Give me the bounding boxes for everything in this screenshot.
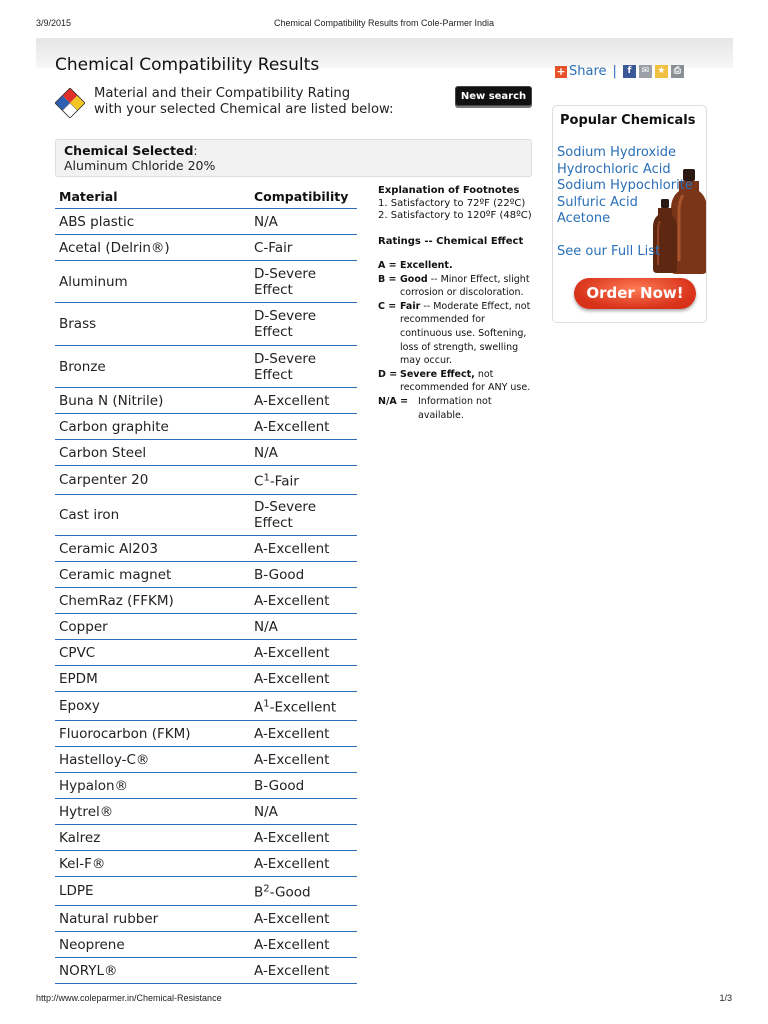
table-row: [55, 747, 357, 773]
print-date: 3/9/2015: [36, 18, 72, 28]
facebook-icon[interactable]: f: [623, 65, 636, 78]
material-cell: Fluorocarbon (FKM): [59, 725, 191, 742]
popular-list: [557, 145, 693, 228]
order-now-button[interactable]: Order Now!: [574, 278, 696, 309]
table-row: [55, 440, 357, 466]
material-cell: Aluminum: [59, 273, 128, 290]
rating-cell: N/A: [254, 618, 278, 635]
table-row: [55, 692, 357, 721]
popular-item[interactable]: Sodium Hydroxide: [557, 145, 676, 160]
print-footer: [36, 993, 732, 1005]
ratings-title: Ratings -- Chemical Effect: [378, 236, 524, 247]
rating-c: C = Fair -- Moderate Effect, not recommended for continuous use. Softening, loss of strength, swelling may occur.: [378, 300, 531, 367]
rating-text: -Good: [269, 884, 311, 901]
table-row: [55, 588, 357, 614]
material-cell: LDPE: [59, 883, 94, 899]
table-row: [55, 851, 357, 877]
intro-line-2: with your selected Chemical are listed below:: [94, 102, 394, 117]
popular-item[interactable]: Acetone: [557, 211, 611, 226]
material-cell: Ceramic magnet: [59, 566, 172, 583]
nfpa-diamond-icon: [55, 88, 85, 118]
table-row: [55, 414, 357, 440]
rating-text: -Excellent: [269, 699, 337, 716]
intro-text: [94, 86, 394, 118]
rating-a: A = Excellent.: [378, 260, 453, 271]
material-cell: Carbon Steel: [59, 444, 147, 461]
rating-cell: A-Excellent: [254, 910, 330, 927]
rating-cell: B-Good: [254, 566, 305, 583]
page-title: Chemical Compatibility Results: [55, 55, 320, 75]
footnote-marker: 1: [263, 472, 270, 484]
rating-text: -Fair: [269, 473, 299, 490]
header-material: Material: [59, 189, 118, 204]
popular-item[interactable]: Hydrochloric Acid: [557, 161, 671, 177]
material-cell: Ceramic Al203: [59, 540, 158, 557]
share-plus-icon[interactable]: +: [556, 64, 566, 78]
table-row: [55, 640, 357, 666]
rating-cell: [254, 471, 354, 490]
table-row: [55, 773, 357, 799]
material-cell: Brass: [59, 316, 97, 332]
material-cell: Carpenter 20: [59, 472, 149, 488]
chemical-selected-label: Chemical Selected: [64, 143, 194, 158]
rating-cell: A-Excellent: [254, 855, 330, 872]
share-link[interactable]: Share: [569, 64, 607, 79]
table-row: [55, 536, 357, 562]
rating-cell: A-Excellent: [254, 962, 330, 979]
rating-cell: D-Severe Effect: [254, 499, 316, 531]
popular-chemicals-panel: [552, 105, 707, 323]
rating-cell: A-Excellent: [254, 725, 330, 742]
rating-na: N/A = Information not available.: [378, 395, 492, 421]
rating-cell: A-Excellent: [254, 540, 330, 557]
table-row: [55, 388, 357, 414]
rating-cell: A-Excellent: [254, 592, 330, 609]
table-row: [55, 235, 357, 261]
table-row: [55, 877, 357, 906]
table-row: [55, 209, 357, 235]
table-row: [55, 799, 357, 825]
table-row: [55, 466, 357, 495]
material-cell: NORYL®: [59, 962, 118, 979]
material-cell: ChemRaz (FFKM): [59, 592, 174, 609]
table-row: [55, 825, 357, 851]
new-search-button[interactable]: New search: [455, 86, 532, 106]
popular-title: Popular Chemicals: [560, 113, 696, 128]
share-bar: [555, 64, 687, 79]
rating-cell: A-Excellent: [254, 418, 330, 435]
footnote-1: 1. Satisfactory to 72ºF (22ºC): [378, 197, 526, 209]
full-list-link[interactable]: See our Full List: [557, 244, 661, 259]
rating-cell: N/A: [254, 803, 278, 820]
material-cell: Hastelloy-C®: [59, 751, 150, 768]
material-cell: EPDM: [59, 670, 98, 687]
table-row: [55, 614, 357, 640]
rating-cell: A-Excellent: [254, 644, 330, 661]
material-cell: Buna N (Nitrile): [59, 392, 164, 409]
material-cell: Hytrel®: [59, 803, 114, 820]
rating-d: D = Severe Effect, not recommended for ANY use.: [378, 368, 531, 394]
material-cell: Kalrez: [59, 829, 101, 846]
favorite-icon[interactable]: ★: [655, 65, 668, 78]
print-icon[interactable]: ⎙: [671, 65, 684, 78]
rating-grade: A: [254, 699, 264, 716]
table-header: [55, 185, 357, 209]
rating-cell: C-Fair: [254, 239, 293, 256]
footnotes: [378, 185, 538, 223]
material-cell: Carbon graphite: [59, 418, 169, 435]
table-row: [55, 906, 357, 932]
rating-b: B = Good -- Minor Effect, slight corrosion or discoloration.: [378, 273, 530, 299]
rating-cell: A-Excellent: [254, 829, 330, 846]
rating-cell: N/A: [254, 213, 278, 230]
rating-cell: A-Excellent: [254, 670, 330, 687]
table-row: [55, 261, 357, 303]
table-row: [55, 562, 357, 588]
rating-cell: D-Severe Effect: [254, 350, 316, 383]
material-cell: Bronze: [59, 358, 106, 375]
table-row: [55, 958, 357, 984]
rating-cell: [254, 697, 354, 716]
material-cell: ABS plastic: [59, 213, 135, 230]
material-cell: Copper: [59, 618, 108, 635]
material-cell: Hypalon®: [59, 777, 129, 794]
material-cell: CPVC: [59, 644, 96, 661]
footnotes-title: Explanation of Footnotes: [378, 185, 520, 196]
material-cell: Acetal (Delrin®): [59, 239, 170, 256]
footnote-marker: 2: [263, 883, 270, 895]
chemical-selected-box: Chemical Selected: Aluminum Chloride 20%: [55, 139, 532, 177]
intro-line-1: Material and their Compatibility Rating: [94, 86, 351, 101]
material-cell: Cast iron: [59, 507, 120, 523]
footnote-2: 2. Satisfactory to 120ºF (48ºC): [378, 210, 532, 221]
rating-cell: A-Excellent: [254, 392, 330, 409]
rating-cell: D-Severe Effect: [254, 308, 316, 340]
rating-cell: A-Excellent: [254, 936, 330, 953]
rating-cell: N/A: [254, 444, 278, 461]
print-page-number: 1/3: [719, 993, 732, 1003]
footnote-marker: 1: [263, 698, 270, 710]
share-separator: |: [612, 64, 617, 79]
print-url: http://www.coleparmer.in/Chemical-Resistance: [36, 993, 222, 1003]
material-cell: Neoprene: [59, 936, 125, 953]
rating-grade: C: [254, 473, 264, 490]
material-cell: Natural rubber: [59, 910, 159, 927]
table-row: [55, 346, 357, 388]
email-icon[interactable]: ✉: [639, 65, 652, 78]
table-row: [55, 303, 357, 346]
rating-grade: B: [254, 884, 264, 901]
popular-item[interactable]: Sodium Hypochlorite: [557, 178, 693, 193]
table-row: [55, 932, 357, 958]
table-row: [55, 721, 357, 747]
print-header: [36, 18, 732, 30]
ratings-legend: [378, 259, 538, 422]
material-cell: Kel-F®: [59, 855, 106, 872]
header-compatibility: Compatibility: [254, 189, 349, 204]
table-row: [55, 495, 357, 536]
chemical-selected-value: Aluminum Chloride 20%: [64, 158, 216, 173]
rating-cell: B-Good: [254, 777, 305, 794]
popular-item[interactable]: Sulfuric Acid: [557, 194, 638, 210]
material-cell: Epoxy: [59, 698, 100, 714]
print-title: Chemical Compatibility Results from Cole-Parmer India: [273, 18, 495, 28]
compatibility-table: [55, 209, 357, 984]
rating-cell: D-Severe Effect: [254, 265, 316, 298]
rating-cell: A-Excellent: [254, 751, 330, 768]
table-row: [55, 666, 357, 692]
rating-cell: [254, 882, 354, 901]
